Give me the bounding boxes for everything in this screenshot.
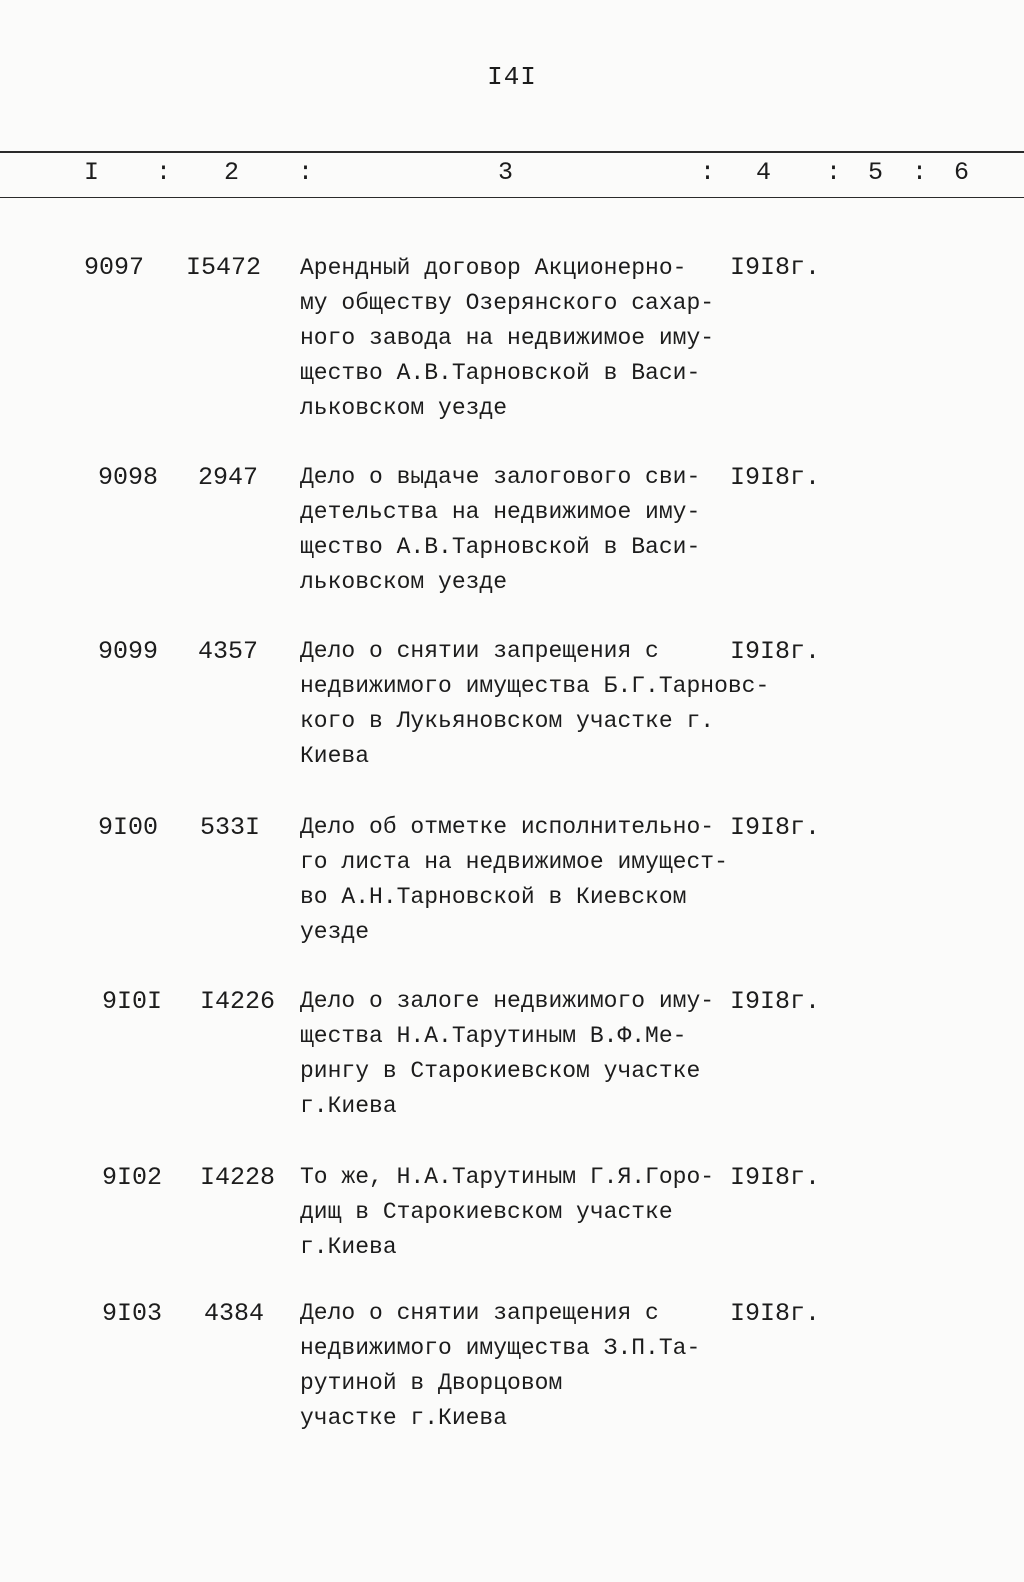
description-line: Дело об отметке исполнительно- — [300, 814, 715, 840]
description-line: во А.Н.Тарновской в Киевском — [300, 884, 687, 910]
entry-old-number: 4384 — [204, 1299, 265, 1328]
entry-year: I9I8г. — [730, 813, 821, 842]
description-line: му обществу Озерянского сахар- — [300, 290, 715, 316]
entry-year: I9I8г. — [730, 637, 821, 666]
header-sep-4: : — [826, 158, 842, 187]
entry-description — [300, 460, 740, 600]
header-col-6: 6 — [954, 158, 970, 187]
entry-number: 9I0I — [102, 987, 163, 1016]
description-line: го листа на недвижимое имущест- — [300, 849, 728, 875]
header-col-2: 2 — [224, 158, 240, 187]
entry-description — [300, 251, 740, 426]
entry-old-number: 533I — [200, 813, 261, 842]
description-line: г.Киева — [300, 1234, 397, 1260]
entry-description — [300, 1296, 740, 1436]
description-line: недвижимого имущества З.П.Та- — [300, 1335, 701, 1361]
description-line: г.Киева — [300, 1093, 397, 1119]
header-sep-3: : — [700, 158, 716, 187]
entry-description — [300, 1160, 740, 1265]
entry-description — [300, 810, 740, 950]
description-line: льковском уезде — [300, 395, 508, 421]
entry-year: I9I8г. — [730, 253, 821, 282]
entry-year: I9I8г. — [730, 463, 821, 492]
entry-old-number: I5472 — [186, 253, 262, 282]
header-col-3: 3 — [498, 158, 514, 187]
page-number: I4I — [487, 62, 537, 92]
description-line: щества Н.А.Тарутиным В.Ф.Ме- — [300, 1023, 687, 1049]
description-line: ного завода на недвижимое иму- — [300, 325, 715, 351]
description-line: Дело о выдаче залогового сви- — [300, 464, 701, 490]
header-col-5: 5 — [868, 158, 884, 187]
entry-number: 9099 — [98, 637, 159, 666]
entry-year: I9I8г. — [730, 1163, 821, 1192]
description-line: детельства на недвижимое иму- — [300, 499, 701, 525]
description-line: Дело о снятии запрещения с — [300, 1300, 659, 1326]
entry-old-number: 2947 — [198, 463, 259, 492]
entry-old-number: I4226 — [200, 987, 276, 1016]
description-line: рутиной в Дворцовом — [300, 1370, 563, 1396]
header-sep-5: : — [912, 158, 928, 187]
header-top-rule — [0, 151, 1024, 153]
description-line: участке г.Киева — [300, 1405, 508, 1431]
entry-old-number: 4357 — [198, 637, 259, 666]
description-line: уезде — [300, 919, 370, 945]
entry-number: 9098 — [98, 463, 159, 492]
header-sep-1: : — [156, 158, 172, 187]
description-line: Арендный договор Акционерно- — [300, 255, 687, 281]
description-line: щество А.В.Тарновской в Васи- — [300, 534, 701, 560]
entry-number: 9I03 — [102, 1299, 163, 1328]
header-col-1: I — [84, 158, 100, 187]
description-line: Дело о залоге недвижимого иму- — [300, 988, 715, 1014]
entry-number: 9I00 — [98, 813, 159, 842]
description-line: рингу в Старокиевском участке — [300, 1058, 701, 1084]
header-col-4: 4 — [756, 158, 772, 187]
entry-description — [300, 634, 770, 774]
description-line: То же, Н.А.Тарутиным Г.Я.Горо- — [300, 1164, 715, 1190]
header-sep-2: : — [298, 158, 314, 187]
entry-number: 9I02 — [102, 1163, 163, 1192]
description-line: Киева — [300, 743, 370, 769]
description-line: дищ в Старокиевском участке — [300, 1199, 673, 1225]
entry-year: I9I8г. — [730, 987, 821, 1016]
description-line: щество А.В.Тарновской в Васи- — [300, 360, 701, 386]
entry-number: 9097 — [84, 253, 145, 282]
entry-old-number: I4228 — [200, 1163, 276, 1192]
description-line: льковском уезде — [300, 569, 508, 595]
entry-description — [300, 984, 740, 1124]
header-bottom-rule — [0, 197, 1024, 198]
description-line: кого в Лукьяновском участке г. — [300, 708, 715, 734]
description-line: Дело о снятии запрещения с — [300, 638, 659, 664]
entry-year: I9I8г. — [730, 1299, 821, 1328]
description-line: недвижимого имущества Б.Г.Тарновс- — [300, 673, 770, 699]
